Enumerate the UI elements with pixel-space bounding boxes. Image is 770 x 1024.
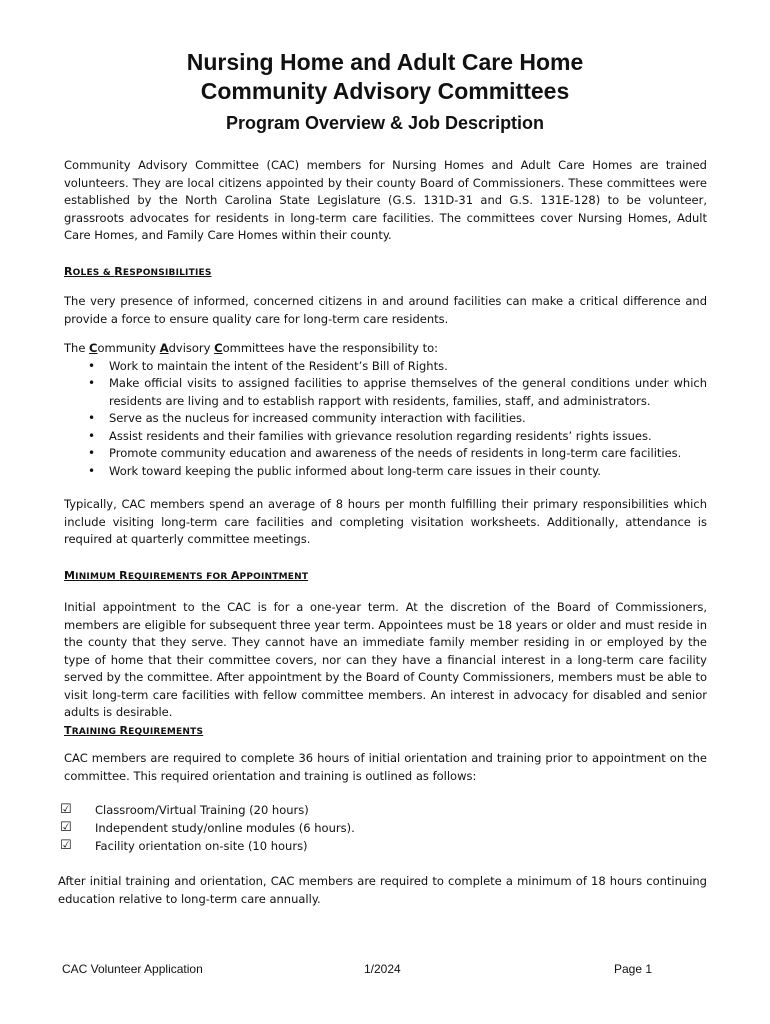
list-item-text: Work toward keeping the public informed about long-term care issues in their county. (109, 463, 601, 478)
bullet-icon: • (88, 446, 96, 460)
lead-c2: C (214, 341, 223, 355)
bullet-icon: • (88, 376, 96, 390)
min-heading-m: M (64, 569, 76, 582)
bullet-icon: • (88, 463, 96, 478)
footer-left: CAC Volunteer Application (62, 962, 203, 976)
lead-pre: The (64, 341, 90, 355)
min-heading-inimum: INIMUM (75, 572, 120, 582)
lead-a: A (159, 341, 169, 355)
list-item (64, 463, 707, 481)
list-item-text: Work to maintain the intent of the Resident’s Bill of Rights. (109, 358, 448, 373)
roles-paragraph-1: The very presence of informed, concerned citizens in and around facilities can make a critical difference and provide a force to ensure quality care for long-term care residents. (64, 294, 707, 326)
document-title-line-2: Community Advisory Committees (200, 78, 570, 104)
list-item-text: Promote community education and awareness of the needs of residents in long-term care facilities. (109, 446, 682, 460)
training-requirements-heading (64, 724, 203, 737)
lead-ommunity: ommunity (97, 341, 160, 355)
roles-para2-block (64, 496, 707, 549)
intro-paragraph: Community Advisory Committee (CAC) members for Nursing Homes and Adult Care Homes are trained volunteers. They are local citizens appointed by their county Board of Commissioners. These committees were established by the North Carolina State Legislature (G.S. 131D-31 and G.S. 131E-128) to be volunteer, grassroots advocates for residents in long-term care facilities. The committees cover Nursing Homes, Adult Care Homes, and Family Care Homes within their county. (64, 158, 707, 242)
roles-bullet-list (64, 358, 707, 481)
minimum-paragraph-block (64, 599, 707, 722)
list-item-text: Independent study/online modules (6 hours). (95, 821, 355, 835)
document-title-line-1: Nursing Home and Adult Care Home (186, 49, 584, 75)
list-item (64, 445, 707, 463)
roles-lead-sentence (64, 340, 707, 358)
training-checklist-block (60, 801, 707, 855)
list-item-text: Classroom/Virtual Training (20 hours) (95, 803, 309, 817)
bullet-icon: • (88, 428, 96, 443)
list-item (60, 819, 707, 837)
roles-paragraph-2: Typically, CAC members spend an average of 8 hours per month fulfilling their primary responsibilities which include visiting long-term care facilities and completing visitation worksheets. Additionally, attendance is required at quarterly committee meetings. (64, 497, 707, 546)
list-item (60, 837, 707, 855)
footer-page-number: Page 1 (614, 962, 653, 976)
checkbox-checked-icon: ☑ (60, 802, 72, 817)
train-heading-t: T (64, 724, 72, 737)
list-item (64, 428, 707, 446)
train-heading-equirements: EQUIREMENTS (128, 727, 204, 737)
min-heading-a: A (230, 569, 240, 582)
roles-list-block (64, 340, 707, 480)
minimum-requirements-heading (64, 569, 308, 582)
footer-date: 1/2024 (364, 962, 401, 976)
train-heading-r: R (119, 724, 129, 737)
list-item (64, 410, 707, 428)
min-heading-equirements: EQUIREMENTS FOR (127, 572, 231, 582)
document-subtitle: Program Overview & Job Description (225, 113, 545, 133)
training-para2-block (58, 873, 707, 908)
list-item (64, 358, 707, 376)
roles-heading (64, 265, 212, 278)
training-checklist (60, 801, 707, 855)
list-item (60, 801, 707, 819)
lead-c: C (89, 341, 98, 355)
training-para1-block (64, 750, 707, 785)
list-item-text: Assist residents and their families with grievance resolution regarding residents’ rights issues. (109, 428, 652, 443)
list-item-text: Serve as the nucleus for increased community interaction with facilities. (109, 411, 526, 425)
list-item-text: Make official visits to assigned facilities to apprise themselves of the general conditions under which residents are living and to establish rapport with residents, families, staff, and administrators. (109, 376, 707, 408)
roles-heading-esp: ESPONSIBILITIES (122, 268, 212, 278)
bullet-icon: • (88, 411, 96, 425)
list-item-text: Facility orientation on-site (10 hours) (95, 839, 308, 853)
lead-post: ommittees have the responsibility to: (222, 341, 439, 355)
checkbox-checked-icon: ☑ (60, 820, 72, 835)
intro-paragraph-block (64, 157, 707, 245)
roles-heading-r2: R (114, 265, 123, 278)
roles-heading-r: R (64, 265, 73, 278)
training-paragraph-2: After initial training and orientation, CAC members are required to complete a minimum of 18 hours continuing education relative to long-term care annually. (58, 874, 707, 906)
lead-dvisory: dvisory (168, 341, 215, 355)
checkbox-checked-icon: ☑ (60, 838, 72, 853)
roles-heading-oles: OLES & (72, 268, 115, 278)
min-heading-ppointment: PPOINTMENT (239, 572, 309, 582)
min-heading-r: R (119, 569, 128, 582)
bullet-icon: • (88, 358, 96, 373)
minimum-paragraph: Initial appointment to the CAC is for a one-year term. At the discretion of the Board of Commissioners, members are eligible for subsequent three year term. Appointees must be 18 years or older and must reside in the county that they serve. They cannot have an immediate family member residing in or employed by the type of home that their committee covers, nor can they have a financial interest in a long-term care facility served by the committee. After appointment by the Board of County Commissioners, members must be able to visit long-term care facilities with fellow committee members. An interest in advocacy for disabled and senior adults is desirable. (64, 600, 707, 719)
train-heading-raining: RAINING (71, 727, 120, 737)
training-paragraph-1: CAC members are required to complete 36 hours of initial orientation and training prior to appointment on the committee. This required orientation and training is outlined as follows: (64, 751, 707, 783)
roles-para1-block (64, 293, 707, 328)
list-item (64, 375, 707, 410)
